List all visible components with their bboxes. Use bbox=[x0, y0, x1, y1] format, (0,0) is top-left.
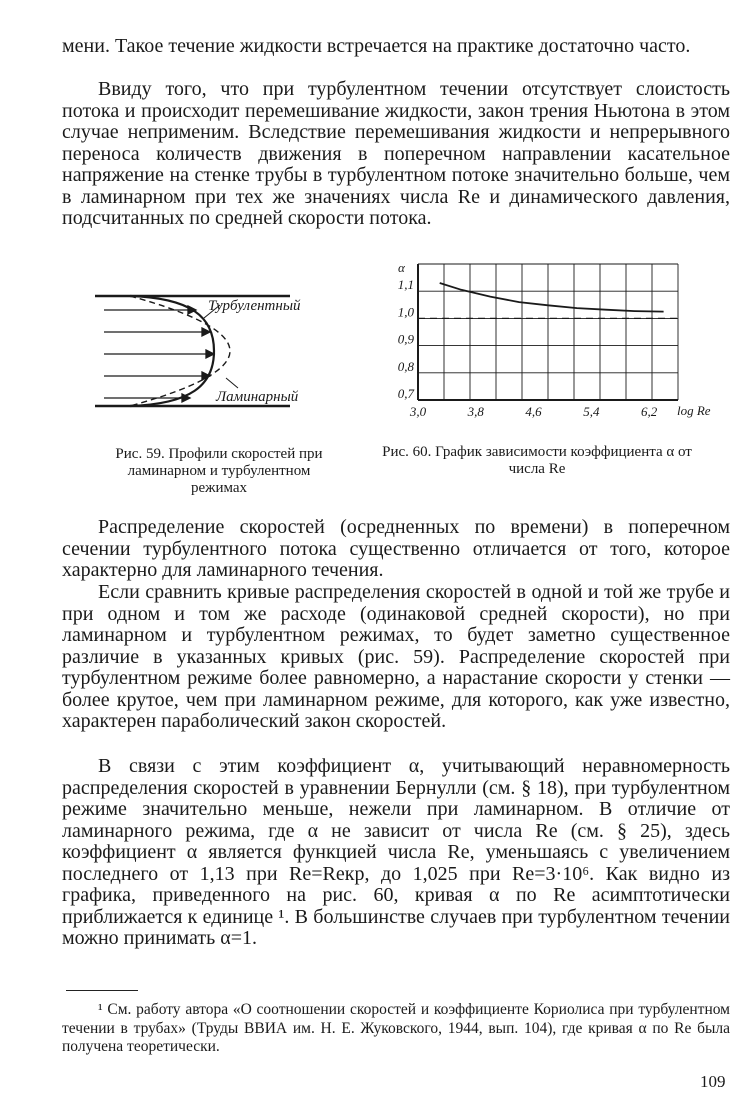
figure-60-caption: Рис. 60. График зависимости коэффициента α от числа Re bbox=[382, 444, 692, 477]
laminar-leader-line bbox=[226, 378, 238, 388]
alpha-curve bbox=[440, 283, 664, 312]
paragraph-continued: мени. Такое течение жидкости встречается на практике достаточно часто. bbox=[62, 35, 691, 57]
paragraph-newton-law: Ввиду того, что при турбулентном течении отсутствует слоистость потока и происходит перемешивание жидкости, закон трения Ньютона в этом случае неприменим. Вследствие перемешивания жидкости и непрерывного переноса количеств движения в поперечном направлении касательное напряжение на стенке трубы в турбулентном потоке значительно больше, чем в ламинарном при тех же значениях числа Re и динамического давления, подсчитанных по средней скорости потока. bbox=[62, 78, 730, 229]
paragraph-alpha-coefficient: В связи с этим коэффициент α, учитывающий неравномерность распределения скоростей в уравнении Бернулли (см. § 18), при турбулентном режиме значительно меньше, нежели при ламинарном. В отличие от ламинарного режима, где α не зависит от числа Re (см. § 25), здесь коэффициент α является функцией числа Re, уменьшаясь с увеличением последнего от 1,13 при Re=Reкр, до 1,025 при Re=3·10⁶. Как видно из графика, приведенного на рис. 60, кривая α по Re асимптотически приближается к единице ¹. В большинстве случаев при турбулентном течении можно принимать α=1. bbox=[62, 755, 730, 949]
x-tick-label: 6,2 bbox=[640, 404, 658, 419]
alpha-re-chart bbox=[384, 256, 714, 426]
paragraph-compare-curves: Если сравнить кривые распределения скоростей в одной и той же трубе и при одном и том же расходе (одинаковой средней скорости), но при ламинарном и турбулентном режимах, то будет заметно существенное различие в указанных кривых (рис. 59). Распределение скоростей при турбулентном режиме более равномерно, а нарастание скорости у стенки — более крутое, чем при ламинарном режиме, для которого, как уже известно, характерен параболический закон скоростей. bbox=[62, 581, 730, 732]
turbulent-label: Турбулентный bbox=[208, 298, 301, 314]
y-tick-label: 0,9 bbox=[397, 331, 414, 347]
page-number: 109 bbox=[700, 1072, 726, 1091]
x-tick-label: 3,8 bbox=[467, 404, 484, 419]
paragraph-velocity-distribution: Распределение скоростей (осредненных по времени) в поперечном сечении турбулентного потока существенно отличается от того, которое характерно для ламинарного течения. bbox=[62, 516, 730, 581]
y-tick-label: 0,7 bbox=[397, 386, 414, 401]
laminar-label: Ламинарный bbox=[216, 389, 299, 405]
footnote-divider bbox=[66, 990, 138, 991]
chart-grid bbox=[418, 264, 678, 400]
figure-59-caption: Рис. 59. Профили скоростей при ламинарном и турбулентном режимах bbox=[115, 446, 323, 496]
footnote: ¹ См. работу автора «О соотношении скоростей и коэффициенте Кориолиса при турбулентном течении в трубах» (Труды ВВИА им. Н. Е. Жуковского, 1944, вып. 104), где кривая α по Re была получена теоретически. bbox=[62, 1001, 730, 1055]
chart-x-axis-label: log Re bbox=[677, 403, 711, 418]
velocity-profile-figure bbox=[90, 280, 350, 420]
x-tick-label: 3,0 bbox=[409, 404, 427, 419]
y-tick-label: 1,0 bbox=[397, 304, 414, 320]
y-tick-label: 0,8 bbox=[397, 358, 414, 374]
chart-series bbox=[440, 283, 664, 312]
turbulent-profile-curve bbox=[130, 296, 214, 406]
x-tick-label: 4,6 bbox=[525, 404, 542, 419]
chart-x-tick-labels bbox=[409, 404, 658, 419]
chart-y-axis-label: α bbox=[398, 260, 405, 275]
chart-y-tick-labels bbox=[398, 277, 415, 401]
x-tick-label: 5,4 bbox=[583, 404, 600, 419]
y-tick-label: 1,1 bbox=[397, 277, 414, 293]
